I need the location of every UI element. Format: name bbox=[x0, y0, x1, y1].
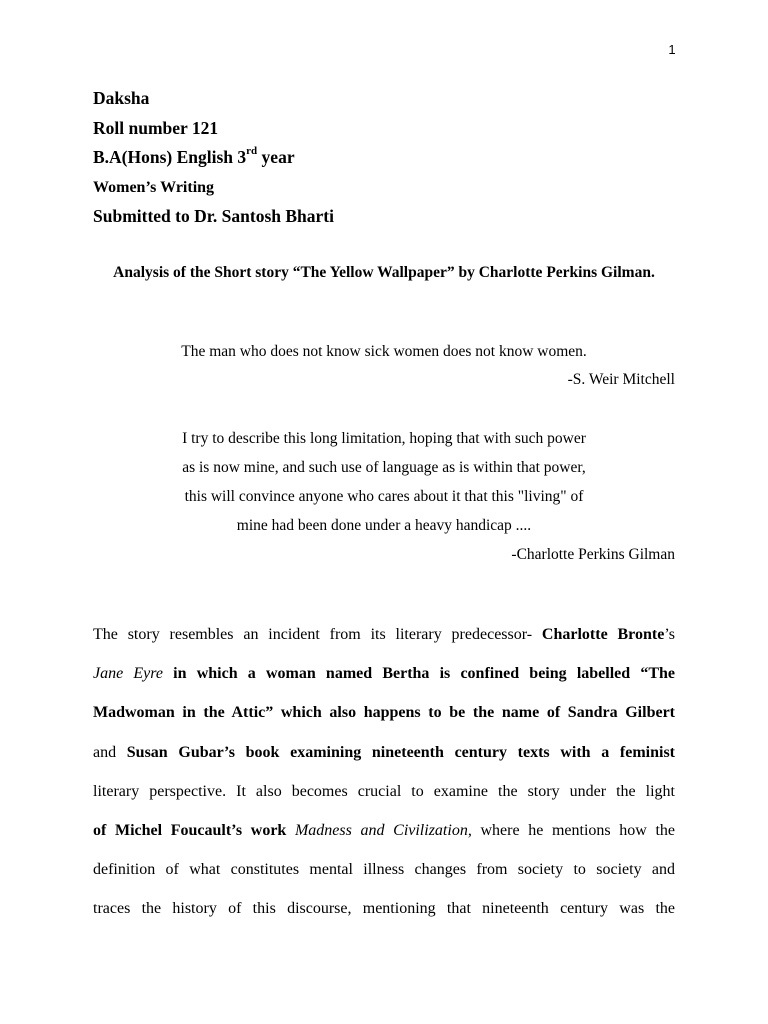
roll-number: Roll number 121 bbox=[93, 117, 219, 138]
body-line bbox=[93, 814, 675, 853]
epigraph-2-attribution: -Charlotte Perkins Gilman bbox=[511, 546, 675, 563]
text-run: where he mentions how the bbox=[471, 821, 676, 839]
epigraph-2-line: mine had been done under a heavy handicap .... bbox=[236, 517, 532, 534]
body-line bbox=[93, 657, 675, 696]
submitted-to: Submitted to Dr. Santosh Bharti bbox=[93, 206, 334, 226]
page-number: 1 bbox=[668, 42, 676, 57]
epigraph-2-line: this will convince anyone who cares about it that this "living" of bbox=[184, 488, 584, 505]
body-line: literary perspective. It also becomes crucial to examine the story under the light bbox=[93, 782, 675, 800]
essay-title: Analysis of the Short story “The Yellow Wallpaper” by Charlotte Perkins Gilman. bbox=[113, 264, 655, 281]
text-run: ’s bbox=[664, 626, 675, 643]
text-run: and bbox=[93, 743, 127, 761]
course-line bbox=[93, 143, 693, 173]
book-title: Madness and Civilization, bbox=[294, 821, 472, 839]
student-name: Daksha bbox=[93, 88, 150, 108]
body-line: Madwoman in the Attic” which also happens to be the name of Sandra Gilbert bbox=[93, 704, 675, 722]
book-title: Jane Eyre bbox=[93, 665, 163, 683]
body-line bbox=[93, 736, 675, 775]
text-run: in which a woman named Bertha is confined being labelled “The bbox=[163, 665, 676, 683]
subject-line: Women’s Writing bbox=[93, 178, 215, 196]
author-name: Charlotte Bronte bbox=[541, 626, 665, 643]
body-line: definition of what constitutes mental illness changes from society to society and bbox=[93, 861, 675, 879]
course-suffix: year bbox=[257, 147, 295, 167]
text-run: Susan Gubar’s book examining nineteenth century texts with a feminist bbox=[126, 743, 675, 761]
text-run: The story resembles an incident from its literary predecessor- bbox=[93, 626, 542, 643]
body-line bbox=[93, 618, 675, 657]
epigraph-1-quote: The man who does not know sick women does not know women. bbox=[181, 343, 587, 360]
text-run: of Michel Foucault’s work bbox=[93, 821, 295, 839]
body-line: traces the history of this discourse, mentioning that nineteenth century was the bbox=[93, 900, 675, 918]
body-paragraph bbox=[93, 618, 675, 932]
epigraph-1-attribution: -S. Weir Mitchell bbox=[567, 371, 675, 388]
course-prefix: B.A(Hons) English 3 bbox=[93, 147, 247, 167]
epigraph-2-line: as is now mine, and such use of language as is within that power, bbox=[182, 459, 586, 476]
header-block bbox=[93, 84, 693, 232]
epigraph-2-line: I try to describe this long limitation, hoping that with such power bbox=[182, 430, 586, 447]
course-ordinal: rd bbox=[246, 145, 258, 158]
